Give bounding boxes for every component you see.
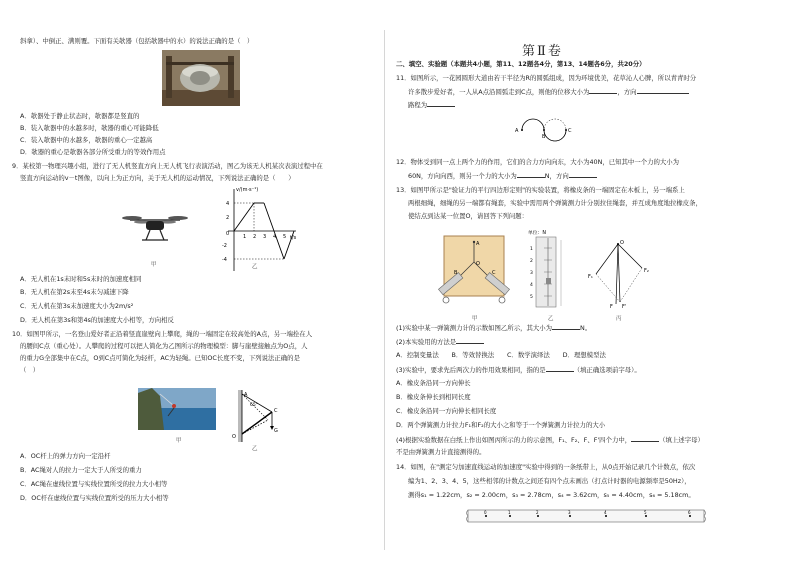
q10-option-d: D．OC杆在虚线位置与实线位置所受的压力大小相等 bbox=[20, 494, 169, 502]
q13-q3-option-c: C．橡皮条沿同一方向伸长相同长度 bbox=[396, 407, 497, 415]
q8-option-a: A．欹器处于静止状态时，欹器都是竖直的 bbox=[20, 112, 140, 120]
section-description: 二、填空、实验题（本题共4小题，第11、12题各4分，第13、14题各6分，共20分） bbox=[396, 60, 646, 68]
q11-displacement-blank[interactable] bbox=[589, 87, 617, 94]
q13-question-1 bbox=[396, 323, 591, 333]
q11-circle-path-figure bbox=[514, 110, 574, 148]
q10-point-o: O bbox=[232, 434, 236, 440]
q9-line-2: 竖直方向运动的v－t图像，以向上为正方向，关于无人机的运动情况，下列说法正确的是（ ） bbox=[20, 174, 295, 182]
q11-point-b: B bbox=[542, 134, 546, 140]
q10-line-2: 的腰间C点（重心处）。人攀爬的过程可以把人简化为乙图所示的物理模型：脚与崖壁接触点为O点，人 bbox=[20, 342, 308, 350]
q13-question-2 bbox=[396, 337, 484, 347]
q12-direction-blank[interactable] bbox=[569, 171, 597, 178]
q13-scale-tick: 3 bbox=[530, 271, 533, 276]
q9-xtick: 3 bbox=[263, 234, 267, 240]
q13-board-figure bbox=[434, 232, 514, 312]
q9-xtick: 5 bbox=[283, 234, 287, 240]
q13-force-diagram bbox=[584, 238, 654, 308]
q10-line-1: 10．如图甲所示，一名登山爱好者正沿着竖直崖壁向上攀爬，绳的一端固定在较高处的A点，另一端拴在人 bbox=[12, 330, 313, 338]
q12-line-1: 12．物体受到同一点上两个力的作用，它们的合力方向向东，大小为40N，已知其中一个力的大小为 bbox=[396, 158, 680, 166]
q10-weight: G bbox=[274, 428, 278, 434]
q13-effect-blank[interactable] bbox=[546, 365, 574, 372]
q12-line-2 bbox=[408, 171, 597, 181]
q13-line-1: 13．如图甲所示是"验证力的平行四边形定则"的实验装置，将橡皮条的一端固定在木板上，另一端系上 bbox=[396, 186, 685, 194]
q13-line-2: 两根细绳，细绳的另一端都有绳套，实验中需用两个弹簧测力计分别拉住绳套，并互成角度地拉橡皮条， bbox=[408, 199, 702, 207]
q13-question-1-unit: N。 bbox=[580, 324, 592, 332]
q13-scale-tick: 1 bbox=[530, 247, 533, 252]
q11-line-2 bbox=[408, 87, 689, 97]
q12-magnitude-blank[interactable] bbox=[517, 171, 545, 178]
q13-question-4 bbox=[396, 435, 704, 445]
q9-ytick: 0 bbox=[226, 231, 230, 237]
q8-option-d: D．欹器的重心是欹器各部分所受重力的等效作用点 bbox=[20, 148, 166, 156]
q14-tape-label: 2 bbox=[536, 510, 539, 515]
q8-option-b: B．装入欹器中的水越多时，欹器的重心可能降低 bbox=[20, 124, 159, 132]
q13-question-3 bbox=[396, 365, 641, 375]
q9-xtick: 4 bbox=[273, 234, 277, 240]
q13-force-o: O bbox=[620, 240, 624, 246]
q11-direction-text: ，方向 bbox=[617, 88, 637, 96]
left-column bbox=[12, 0, 375, 562]
q9-ytick: 2 bbox=[226, 215, 230, 221]
q14-tape-label: 6 bbox=[688, 510, 691, 515]
q14-tape-label: 5 bbox=[644, 510, 647, 515]
q13-scale-tick: 5 bbox=[530, 295, 533, 300]
q9-graph-xlabel: t/s bbox=[290, 235, 297, 241]
q13-fig-c-label: 丙 bbox=[616, 316, 622, 322]
q13-point-a: A bbox=[476, 241, 480, 247]
q9-vt-graph bbox=[220, 183, 300, 278]
q10-option-a: A．OC杆上的弹力方向一定沿杆 bbox=[20, 452, 111, 460]
q13-force-fp: F' bbox=[622, 304, 627, 308]
q9-xtick: 1 bbox=[243, 234, 247, 240]
q13-fig-a-label: 甲 bbox=[472, 316, 478, 322]
q11-point-c: C bbox=[568, 128, 572, 134]
q11-line-2-text: 许多散步爱好者，一人从A点沿圆弧走到C点，则他的位移大小为 bbox=[408, 88, 590, 96]
q13-question-3-text: (3)实验中，要求先后两次力的作用效果相同，指的是 bbox=[396, 366, 546, 374]
q10-line-4: （ ） bbox=[20, 366, 40, 374]
q8-option-c: C．装入欹器中的水越多，欹器的重心一定越高 bbox=[20, 136, 153, 144]
q13-method-blank[interactable] bbox=[456, 337, 484, 344]
q9-graph-ylabel: v/(m·s⁻¹) bbox=[236, 187, 259, 193]
q10-fig-a-label: 甲 bbox=[176, 438, 182, 444]
q13-question-2-text: (2)本实验用的方法是 bbox=[396, 338, 457, 346]
q12-direction-text: N，方向 bbox=[544, 172, 569, 180]
q9-option-b: B．无人机在第2s末至4s末匀减速下降 bbox=[20, 288, 129, 296]
q10-line-3: 的重力G全部集中在C点，O到C点可简化为轻杆，AC为轻绳。已知OC长度不变，下列说法正确的是 bbox=[20, 354, 300, 362]
q9-option-d: D．无人机在第3s和第4s的加速度大小相等，方向相反 bbox=[20, 316, 174, 324]
q9-xtick: 2 bbox=[253, 234, 257, 240]
q14-line-2: 编为1、2、3、4、5，这些相邻的计数点之间还有四个点未画出（打点计时器的电源频率是50Hz）， bbox=[408, 477, 691, 485]
q13-scale-unit: 单位：N bbox=[528, 231, 546, 236]
cliff-climber-photo bbox=[138, 388, 216, 430]
q11-line-1: 11．如图所示，一花园圆形大道由若干半径为R的圆弧组成，因为环境优美，花草沁人心脾，所以青青时分 bbox=[396, 74, 697, 82]
q11-line-3-text: 路程为 bbox=[408, 101, 428, 109]
q13-question-3-note: （填正确选项前字母）。 bbox=[573, 366, 641, 374]
q11-path-blank[interactable] bbox=[427, 100, 455, 107]
q8-tail: 斜拿）、中倒正、满则覆。下面有关欹器（包括欹器中的水）的说法正确的是（ ） bbox=[20, 37, 254, 45]
q9-fig-a-label: 甲 bbox=[151, 262, 157, 268]
q13-fig-b-label: 乙 bbox=[548, 316, 554, 322]
q10-option-b: B．AC绳对人的拉力一定大于人所受的重力 bbox=[20, 466, 142, 474]
q13-question-4-tail: 不是由弹簧测力计直接测得的。 bbox=[396, 448, 486, 456]
column-divider bbox=[384, 30, 385, 550]
q10-point-a: A bbox=[244, 392, 248, 398]
q14-paper-tape bbox=[466, 505, 706, 527]
q14-tape-label: 4 bbox=[604, 510, 607, 515]
right-column bbox=[396, 0, 776, 562]
q13-force-f: F bbox=[610, 304, 613, 308]
q14-line-1: 14．如图，在"测定匀加速直线运动的加速度"实验中得到的一条纸带上，从0点开始记录几个计数点，依次 bbox=[396, 463, 696, 471]
q14-tape-label: 3 bbox=[568, 510, 571, 515]
q13-line-3: 使结点到达某一位置O，请回答下列问题： bbox=[408, 212, 529, 220]
q12-line-2-text: 60N，方向向西，则另一个力的大小为 bbox=[408, 172, 517, 180]
q13-question-1-text: (1)实验中某一弹簧测力计的示数如图乙所示，其大小为 bbox=[396, 324, 553, 332]
q9-ytick: -4 bbox=[222, 257, 227, 263]
qiqi-vessel-photo bbox=[162, 50, 240, 106]
q10-point-c: C bbox=[274, 408, 278, 414]
q13-scale-tick: 2 bbox=[530, 259, 533, 264]
q9-ytick: -2 bbox=[222, 243, 227, 249]
q9-fig-b-label: 乙 bbox=[252, 264, 258, 270]
q13-point-c: C bbox=[492, 270, 496, 276]
q9-option-c: C．无人机在第3s末加速度大小为2m/s² bbox=[20, 302, 134, 310]
q9-option-a: A．无人机在1s末时和5s末时的加速度相同 bbox=[20, 275, 142, 283]
q13-force-f2: F₂ bbox=[644, 268, 649, 274]
q13-force-letter-blank[interactable] bbox=[631, 435, 659, 442]
q13-question-4-note: （填上述字母） bbox=[659, 436, 704, 444]
q14-line-3: 测得s₁ = 1.22cm，s₂ = 2.00cm，s₃ = 2.78cm，s₄ = 3.62cm，s₅ = 4.40cm，s₆ = 5.18cm。 bbox=[408, 491, 695, 499]
q13-scale-reading-blank[interactable] bbox=[552, 323, 580, 330]
q13-point-o: O bbox=[476, 261, 480, 267]
q14-tape-label: 1 bbox=[508, 510, 511, 515]
q9-line-1: 9．某校第一物理兴趣小组，进行了无人机竖直方向上无人机飞行表演活动，图乙为该无人机某次表演过程中在 bbox=[12, 162, 323, 170]
q10-option-c: C．AC绳在虚线位置与实线位置所受的拉力大小相等 bbox=[20, 480, 168, 488]
q13-scale-tick: 4 bbox=[530, 283, 533, 288]
drone-photo bbox=[120, 212, 190, 246]
q13-q3-option-d: D．两个弹簧测力计拉力F₁和F₂的大小之和等于一个弹簧测力计拉力的大小 bbox=[396, 421, 606, 429]
q11-line-3 bbox=[408, 100, 455, 110]
q9-ytick: 4 bbox=[226, 201, 230, 207]
q13-spring-scale-figure bbox=[526, 228, 576, 312]
q13-question-2-options: A．控制变量法 B．等效替换法 C．数学演绎法 D．理想模型法 bbox=[396, 351, 606, 359]
q13-question-4-text: (4)根据实验数据在白纸上作出如图丙所示的力的示意图，F₁、F₂、F、F'四个力中， bbox=[396, 436, 632, 444]
q10-angle: 65° bbox=[250, 403, 258, 408]
q13-point-b: B bbox=[454, 270, 458, 276]
q10-rod-diagram bbox=[228, 386, 288, 446]
q11-direction-blank[interactable] bbox=[637, 87, 689, 94]
q10-fig-b-label: 乙 bbox=[252, 446, 258, 452]
q14-tape-label: 0 bbox=[484, 510, 487, 515]
q11-point-a: A bbox=[515, 128, 519, 134]
q13-q3-option-a: A．橡皮条沿同一方向伸长 bbox=[396, 379, 471, 387]
section-title: 第Ⅱ卷 bbox=[522, 44, 563, 59]
q13-force-f1: F₁ bbox=[588, 274, 593, 280]
q13-q3-option-b: B．橡皮条伸长到相同长度 bbox=[396, 393, 471, 401]
